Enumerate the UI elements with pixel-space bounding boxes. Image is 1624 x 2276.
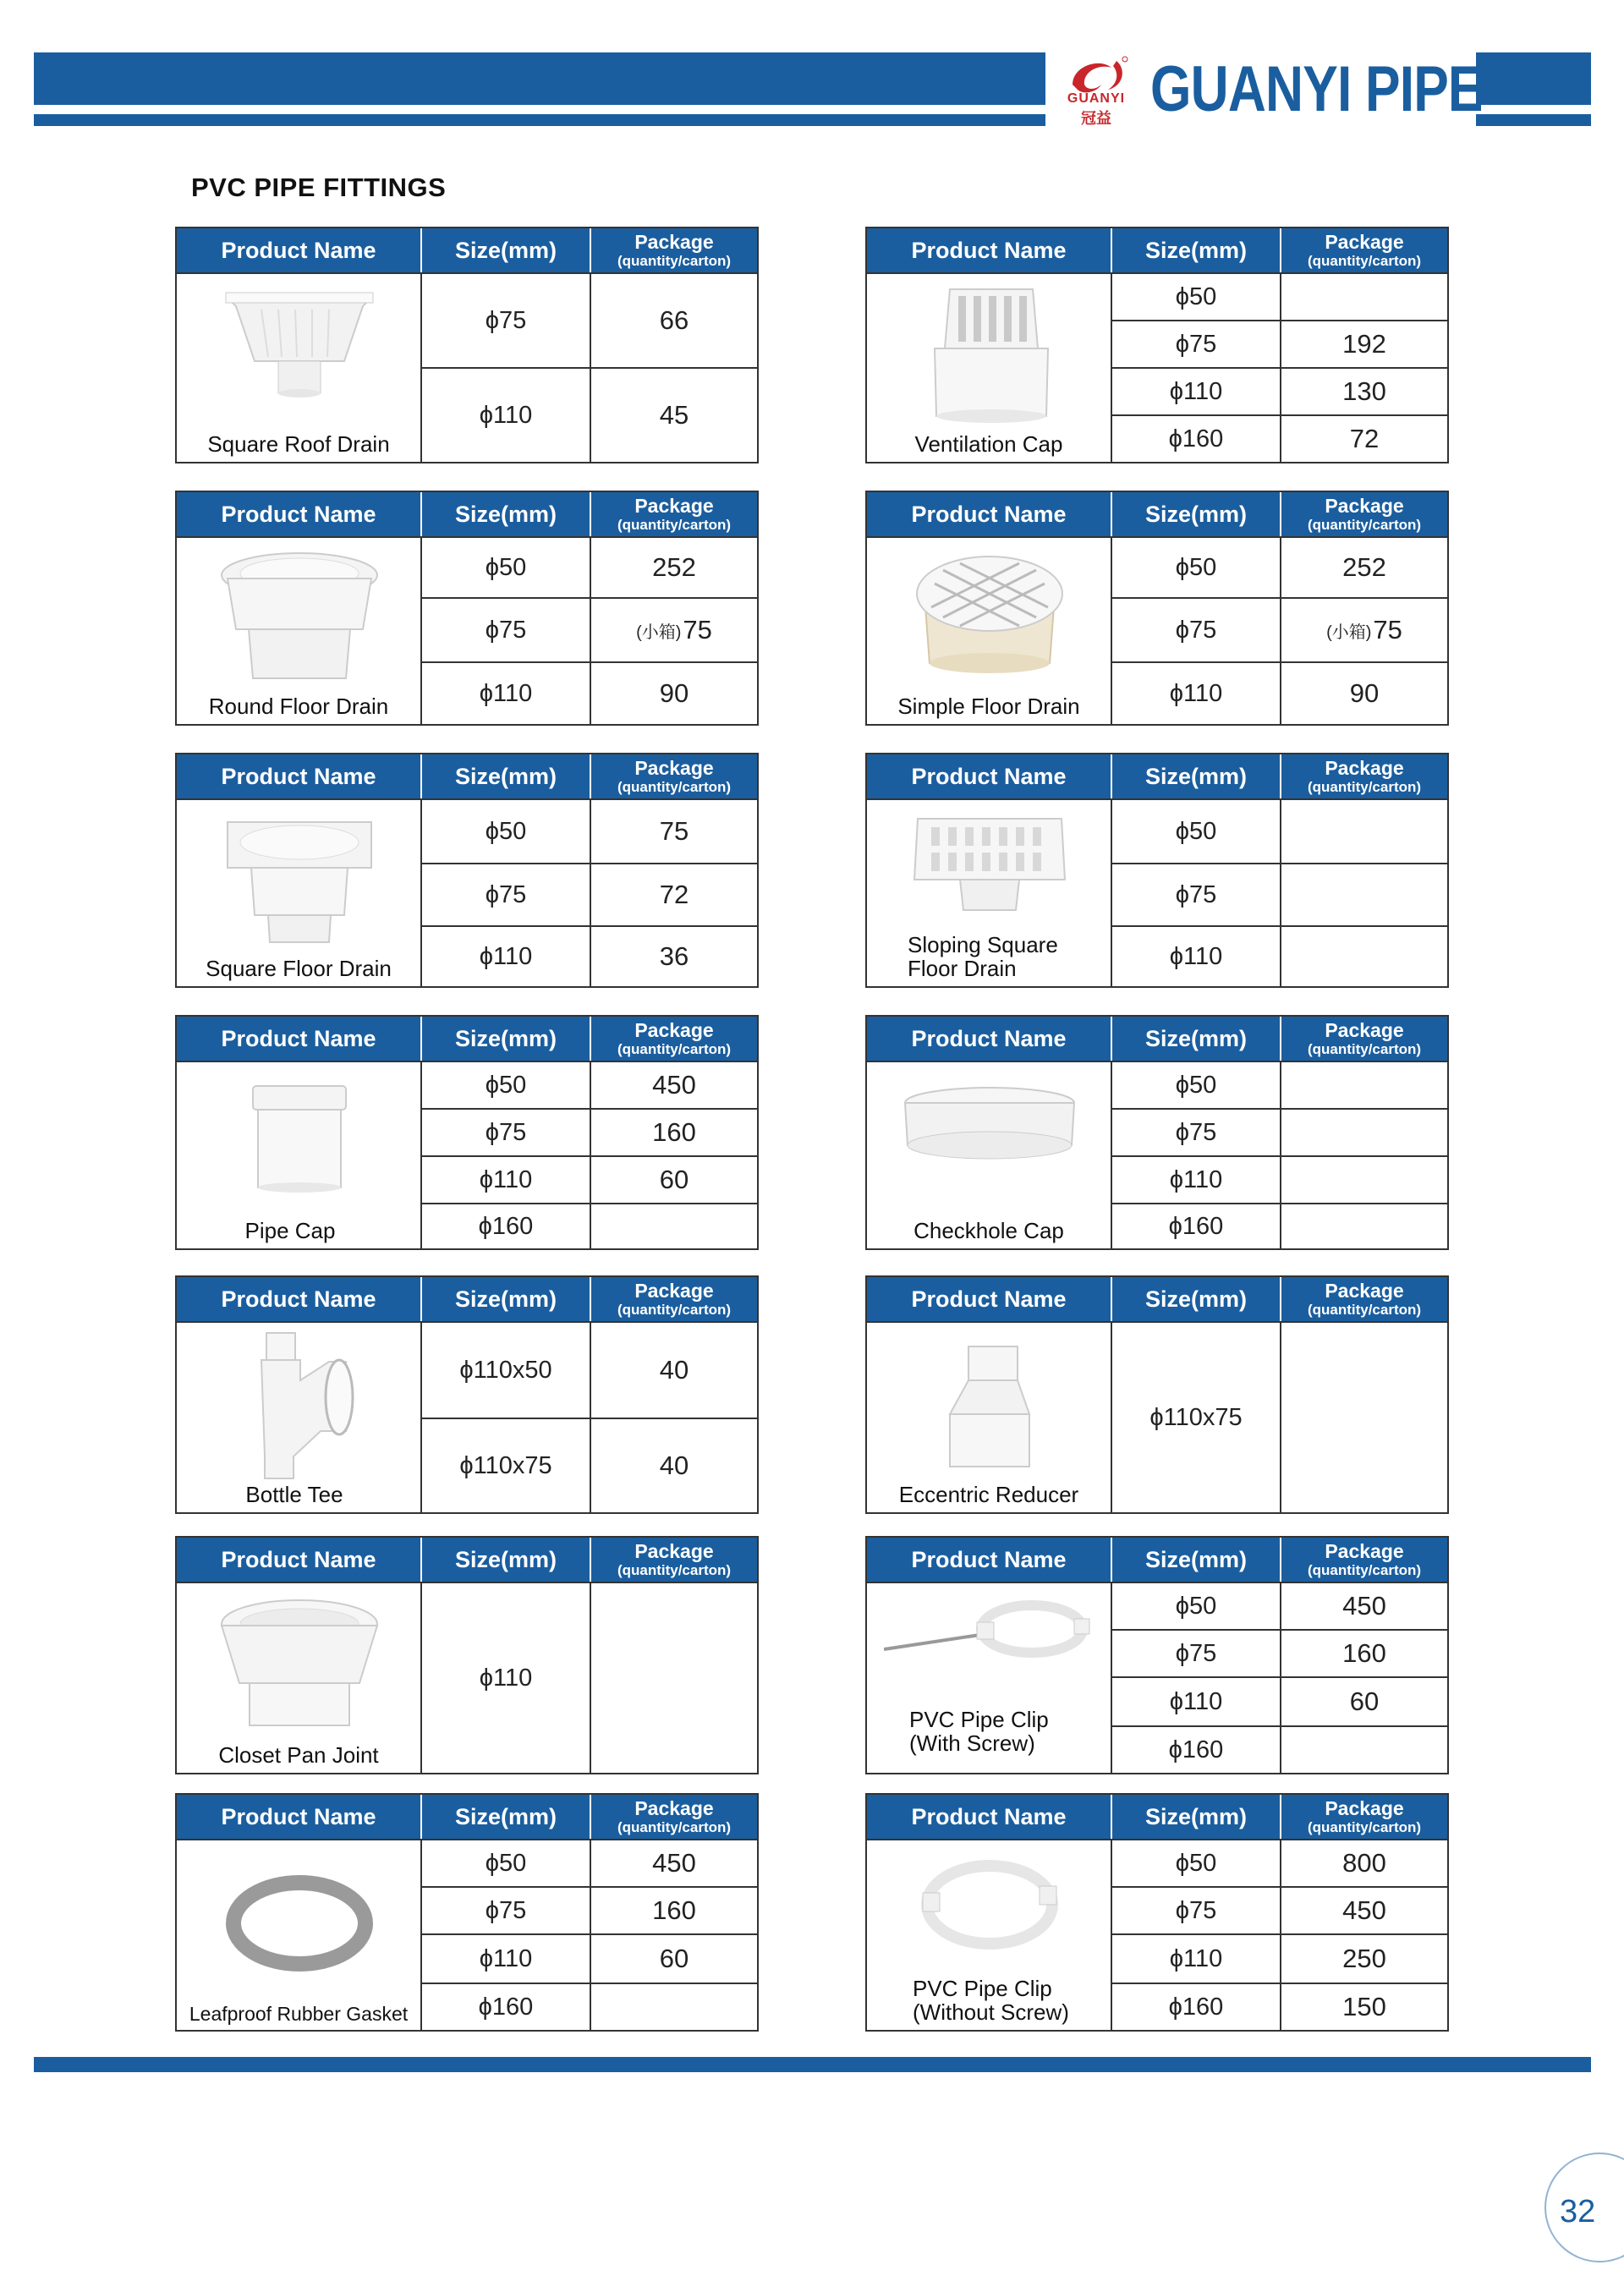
table-row: ϕ110 bbox=[1112, 1155, 1447, 1203]
sloping-square-floor-drain-image bbox=[884, 807, 1095, 934]
table-row: ϕ110 60 bbox=[1112, 1676, 1447, 1725]
ventilation-cap-image bbox=[884, 281, 1095, 425]
table-header: Product Name Size(mm) Package (quantity/carton) bbox=[177, 1277, 757, 1321]
pipe-cap-image bbox=[194, 1069, 405, 1204]
table-header: Product Name Size(mm) Package (quantity/carton) bbox=[867, 754, 1447, 798]
product-name: Square Roof Drain bbox=[207, 431, 390, 458]
table-header: Product Name Size(mm) Package (quantity/carton) bbox=[867, 1277, 1447, 1321]
table-row: ϕ75 66 bbox=[422, 274, 757, 367]
table-row: ϕ75 72 bbox=[422, 863, 757, 925]
header-stripe-left bbox=[34, 114, 1045, 126]
table-row: ϕ50 252 bbox=[1112, 538, 1447, 597]
product-name: PVC Pipe Clip (Without Screw) bbox=[913, 1975, 1069, 2026]
section-title: PVC PIPE FITTINGS bbox=[191, 173, 447, 202]
table-row: ϕ75 450 bbox=[1112, 1886, 1447, 1933]
table-row: ϕ110x75 40 bbox=[422, 1418, 757, 1512]
product-name: Round Floor Drain bbox=[208, 694, 389, 720]
round-floor-drain-image bbox=[194, 545, 405, 688]
product-block-eccentric-reducer bbox=[865, 1275, 1449, 1514]
brand-name: GUANYI PIPE bbox=[1150, 53, 1483, 125]
table-row: ϕ110x50 40 bbox=[422, 1323, 757, 1418]
table-row: ϕ75 192 bbox=[1112, 320, 1447, 367]
table-header bbox=[177, 228, 757, 272]
table-row: ϕ75 bbox=[1112, 863, 1447, 925]
product-block-sloping-square-floor-drain bbox=[865, 753, 1449, 988]
product-block-simple-floor-drain bbox=[865, 491, 1449, 726]
product-block-leafproof-rubber-gasket bbox=[175, 1793, 759, 2032]
product-cell bbox=[867, 800, 1112, 986]
product-name: Leafproof Rubber Gasket bbox=[189, 2002, 409, 2025]
product-cell bbox=[177, 800, 422, 986]
product-name: Bottle Tee bbox=[245, 1482, 343, 1508]
product-block-checkhole-cap bbox=[865, 1015, 1449, 1250]
table-row: ϕ160 150 bbox=[1112, 1983, 1447, 2030]
table-row: ϕ110 90 bbox=[1112, 661, 1447, 724]
table-row: ϕ75 160 bbox=[422, 1886, 757, 1933]
product-name: PVC Pipe Clip (With Screw) bbox=[909, 1706, 1049, 1757]
table-row: ϕ160 bbox=[1112, 1203, 1447, 1248]
table-row: ϕ110 60 bbox=[422, 1155, 757, 1203]
product-cell bbox=[867, 1323, 1112, 1512]
table-header: Product Name Size(mm) Package (quantity/carton) bbox=[177, 1538, 757, 1582]
table-row: ϕ110 250 bbox=[1112, 1933, 1447, 1983]
product-cell bbox=[177, 1323, 422, 1512]
table-row: ϕ75 (小箱) 75 bbox=[1112, 597, 1447, 661]
product-cell bbox=[867, 1840, 1112, 2030]
table-row: ϕ50 252 bbox=[422, 538, 757, 597]
product-block-pipe-cap bbox=[175, 1015, 759, 1250]
table-header: Product Name Size(mm) Package (quantity/carton) bbox=[867, 1795, 1447, 1839]
table-row: ϕ160 bbox=[1112, 1725, 1447, 1773]
table-header: Product Name Size(mm) Package (quantity/carton) bbox=[177, 1795, 757, 1839]
table-header: Product Name Size(mm) Package (quantity/carton) bbox=[177, 1017, 757, 1061]
footer-band bbox=[34, 2057, 1591, 2072]
table-row: ϕ160 bbox=[422, 1983, 757, 2030]
product-cell bbox=[177, 1583, 422, 1773]
header-package: Package (quantity/carton) bbox=[617, 231, 732, 269]
brand-logo bbox=[1057, 49, 1483, 127]
logo-english-text: GUANYI bbox=[1067, 91, 1126, 106]
table-header: Product Name Size(mm) Package (quantity/carton) bbox=[867, 1017, 1447, 1061]
rubber-gasket-image bbox=[194, 1847, 405, 1991]
product-name: Eccentric Reducer bbox=[898, 1482, 1079, 1508]
product-block-ventilation-cap bbox=[865, 227, 1449, 463]
product-cell bbox=[867, 1062, 1112, 1248]
bottle-tee-image bbox=[194, 1330, 405, 1482]
table-row: ϕ110 130 bbox=[1112, 367, 1447, 414]
table-row: ϕ75 160 bbox=[422, 1108, 757, 1155]
table-row: ϕ50 450 bbox=[422, 1062, 757, 1108]
table-row: ϕ75 160 bbox=[1112, 1629, 1447, 1676]
table-row: ϕ110 90 bbox=[422, 661, 757, 724]
product-name: Ventilation Cap bbox=[914, 431, 1063, 458]
table-row: ϕ110 bbox=[422, 1583, 757, 1773]
table-header: Product Name Size(mm) Package (quantity/carton) bbox=[177, 492, 757, 536]
header-size: Size(mm) bbox=[422, 228, 591, 272]
product-name: Pipe Cap bbox=[244, 1218, 336, 1244]
simple-floor-drain-image bbox=[884, 545, 1095, 688]
table-header: Product Name Size(mm) Package (quantity/carton) bbox=[177, 754, 757, 798]
table-row: ϕ75 (小箱) 75 bbox=[422, 597, 757, 661]
table-row: ϕ110 36 bbox=[422, 925, 757, 986]
table-row: ϕ160 bbox=[422, 1203, 757, 1248]
product-name: Closet Pan Joint bbox=[218, 1742, 379, 1769]
product-block-square-roof-drain bbox=[175, 227, 759, 463]
table-row: ϕ110 45 bbox=[422, 367, 757, 462]
table-row: ϕ50 450 bbox=[422, 1840, 757, 1886]
table-row: ϕ50 bbox=[1112, 1062, 1447, 1108]
header-band-right bbox=[1476, 52, 1591, 105]
product-name: Square Floor Drain bbox=[206, 956, 392, 982]
table-header: Product Name Size(mm) Package (quantity/carton) bbox=[867, 492, 1447, 536]
table-row: ϕ110 bbox=[1112, 925, 1447, 986]
header-band-left bbox=[34, 52, 1045, 105]
product-block-bottle-tee bbox=[175, 1275, 759, 1514]
checkhole-cap-image bbox=[884, 1069, 1095, 1196]
closet-pan-joint-image bbox=[194, 1590, 405, 1742]
product-cell bbox=[867, 538, 1112, 724]
table-header: Product Name Size(mm) Package (quantity/carton) bbox=[867, 1538, 1447, 1582]
product-cell bbox=[867, 1583, 1112, 1773]
table-header: Product Name Size(mm) Package (quantity/carton) bbox=[867, 228, 1447, 272]
pvc-pipe-clip-with-screw-image bbox=[884, 1590, 1095, 1692]
product-block-pvc-pipe-clip-with-screw bbox=[865, 1536, 1449, 1774]
product-block-round-floor-drain bbox=[175, 491, 759, 726]
table-row: ϕ110 60 bbox=[422, 1933, 757, 1983]
table-row: ϕ50 450 bbox=[1112, 1583, 1447, 1629]
eccentric-reducer-image bbox=[884, 1330, 1095, 1482]
table-row: ϕ50 75 bbox=[422, 800, 757, 863]
product-block-pvc-pipe-clip-without-screw bbox=[865, 1793, 1449, 2032]
table-row: ϕ50 bbox=[1112, 800, 1447, 863]
table-row: ϕ75 bbox=[1112, 1108, 1447, 1155]
table-row: ϕ110x75 bbox=[1112, 1323, 1447, 1512]
product-name: Simple Floor Drain bbox=[897, 694, 1080, 720]
header-stripe-right bbox=[1476, 114, 1591, 126]
product-name: Sloping Square Floor Drain bbox=[908, 931, 1058, 982]
table-row: ϕ50 bbox=[1112, 274, 1447, 320]
logo-chinese-text: 冠益 bbox=[1081, 110, 1111, 127]
product-block-square-floor-drain bbox=[175, 753, 759, 988]
product-cell bbox=[177, 1062, 422, 1248]
table-row: ϕ160 72 bbox=[1112, 414, 1447, 462]
product-block-closet-pan-joint bbox=[175, 1536, 759, 1774]
pvc-pipe-clip-without-screw-image bbox=[884, 1847, 1095, 1966]
header-product-name: Product Name bbox=[177, 228, 422, 272]
square-roof-drain-image bbox=[194, 281, 405, 416]
square-floor-drain-image bbox=[194, 807, 405, 951]
product-cell bbox=[177, 538, 422, 724]
product-cell bbox=[867, 274, 1112, 462]
product-name: Checkhole Cap bbox=[914, 1218, 1064, 1244]
product-cell bbox=[177, 1840, 422, 2030]
page-number: 32 bbox=[1560, 2194, 1596, 2229]
table-row: ϕ50 800 bbox=[1112, 1840, 1447, 1886]
product-cell bbox=[177, 274, 422, 462]
